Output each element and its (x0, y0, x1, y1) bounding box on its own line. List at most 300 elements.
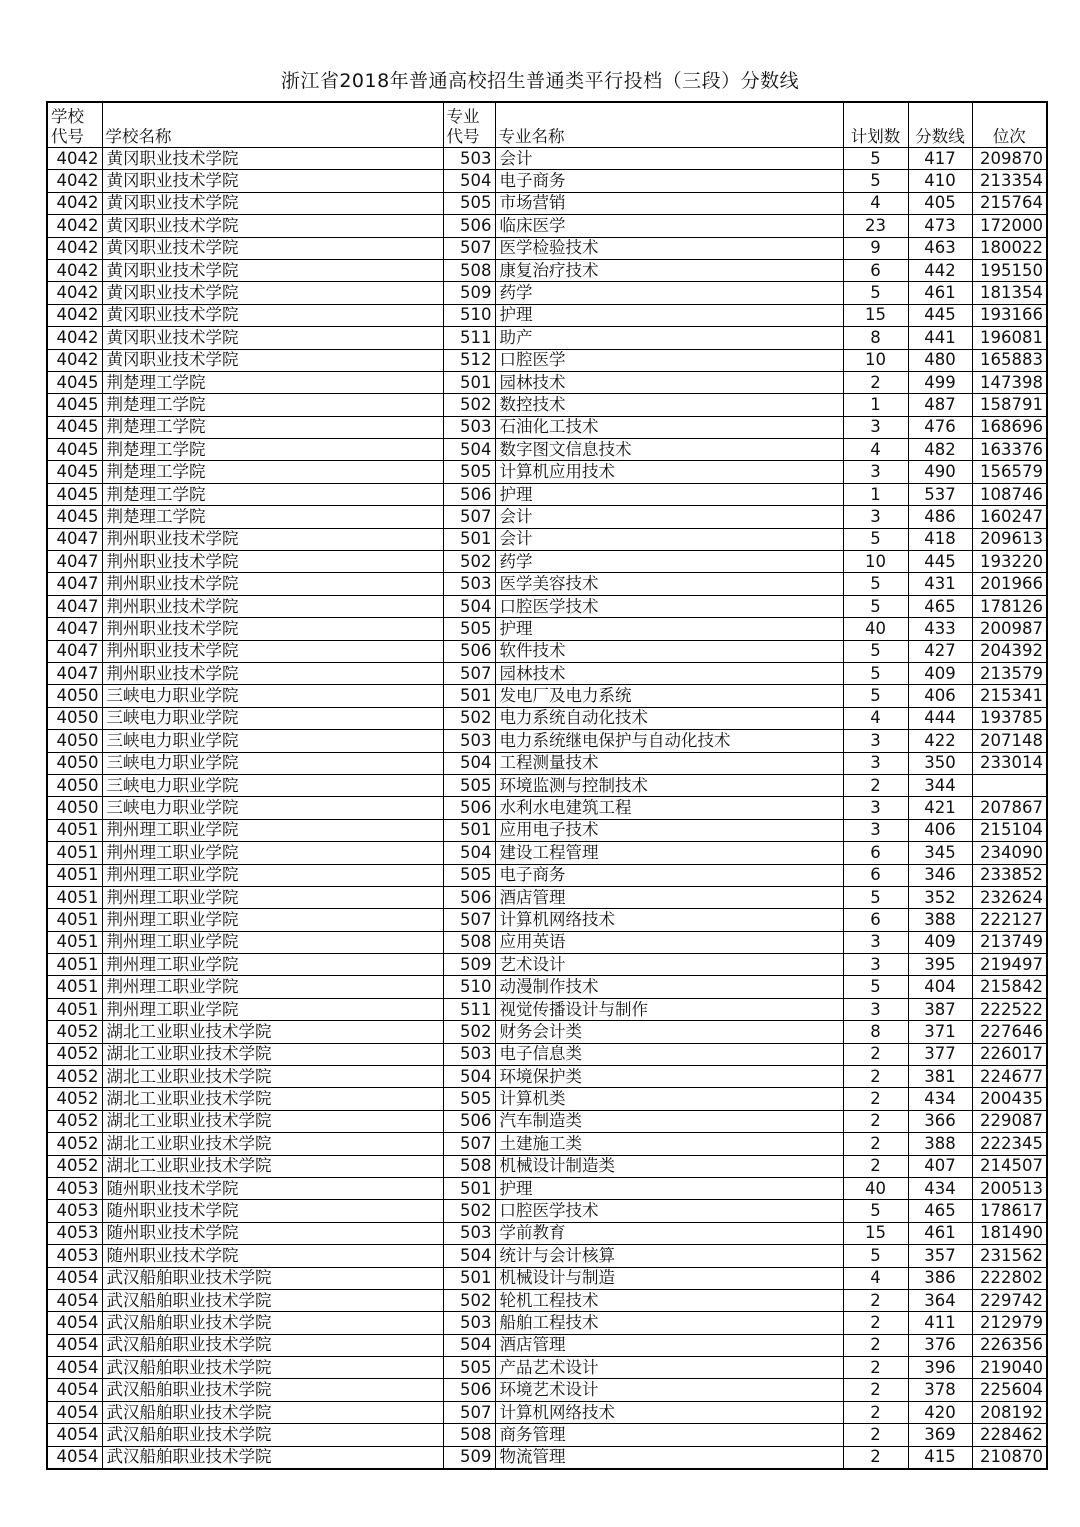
cell-school-name: 三峡电力职业学院 (102, 797, 443, 819)
cell-score: 434 (908, 1088, 972, 1110)
cell-school-code: 4042 (47, 327, 102, 349)
cell-school-name: 荆州职业技术学院 (102, 662, 443, 684)
table-row (47, 282, 1047, 304)
table-row (47, 237, 1047, 259)
cell-major-name: 财务会计类 (495, 1021, 843, 1043)
cell-major-code: 501 (443, 1177, 495, 1199)
cell-school-name: 荆州理工职业学院 (102, 886, 443, 908)
cell-major-name: 酒店管理 (495, 886, 843, 908)
cell-school-name: 黄冈职业技术学院 (102, 215, 443, 237)
cell-plan: 5 (843, 662, 908, 684)
cell-score: 487 (908, 394, 972, 416)
cell-rank: 208192 (972, 1401, 1047, 1423)
header-plan: 计划数 (843, 102, 908, 148)
cell-school-code: 4051 (47, 842, 102, 864)
cell-rank: 181354 (972, 282, 1047, 304)
cell-school-code: 4051 (47, 819, 102, 841)
cell-major-name: 动漫制作技术 (495, 976, 843, 998)
cell-school-code: 4052 (47, 1043, 102, 1065)
table-body (47, 148, 1047, 1470)
cell-rank: 163376 (972, 439, 1047, 461)
cell-score: 345 (908, 842, 972, 864)
cell-plan: 5 (843, 595, 908, 617)
cell-school-name: 荆州理工职业学院 (102, 819, 443, 841)
cell-school-code: 4053 (47, 1222, 102, 1244)
cell-score: 421 (908, 797, 972, 819)
cell-school-code: 4050 (47, 730, 102, 752)
cell-plan: 2 (843, 1424, 908, 1446)
cell-plan: 2 (843, 1155, 908, 1177)
cell-rank: 213354 (972, 170, 1047, 192)
table-row (47, 215, 1047, 237)
cell-school-code: 4042 (47, 259, 102, 281)
cell-school-code: 4052 (47, 1110, 102, 1132)
table-row (47, 148, 1047, 170)
cell-major-code: 503 (443, 1312, 495, 1334)
cell-major-code: 509 (443, 954, 495, 976)
cell-rank (972, 774, 1047, 796)
cell-school-name: 湖北工业职业技术学院 (102, 1021, 443, 1043)
cell-major-name: 机械设计制造类 (495, 1155, 843, 1177)
cell-school-code: 4053 (47, 1245, 102, 1267)
cell-score: 461 (908, 1222, 972, 1244)
cell-score: 461 (908, 282, 972, 304)
cell-school-code: 4054 (47, 1312, 102, 1334)
cell-plan: 10 (843, 551, 908, 573)
cell-score: 378 (908, 1379, 972, 1401)
table-row (47, 371, 1047, 393)
cell-major-code: 506 (443, 886, 495, 908)
cell-school-code: 4042 (47, 148, 102, 170)
cell-major-code: 502 (443, 1200, 495, 1222)
cell-major-name: 园林技术 (495, 662, 843, 684)
cell-school-code: 4051 (47, 931, 102, 953)
cell-rank: 168696 (972, 416, 1047, 438)
cell-major-name: 会计 (495, 528, 843, 550)
cell-rank: 181490 (972, 1222, 1047, 1244)
cell-school-code: 4045 (47, 483, 102, 505)
cell-score: 473 (908, 215, 972, 237)
table-row (47, 192, 1047, 214)
cell-plan: 5 (843, 282, 908, 304)
cell-major-code: 504 (443, 1066, 495, 1088)
cell-rank: 232624 (972, 886, 1047, 908)
cell-major-name: 计算机网络技术 (495, 1401, 843, 1423)
cell-school-code: 4047 (47, 595, 102, 617)
cell-major-code: 505 (443, 864, 495, 886)
cell-major-code: 503 (443, 148, 495, 170)
cell-school-name: 武汉船舶职业技术学院 (102, 1357, 443, 1379)
cell-school-name: 荆州理工职业学院 (102, 842, 443, 864)
cell-plan: 3 (843, 819, 908, 841)
cell-score: 366 (908, 1110, 972, 1132)
cell-score: 415 (908, 1446, 972, 1469)
table-row (47, 1110, 1047, 1132)
cell-rank: 229087 (972, 1110, 1047, 1132)
cell-plan: 40 (843, 1177, 908, 1199)
cell-plan: 9 (843, 237, 908, 259)
cell-major-name: 计算机类 (495, 1088, 843, 1110)
cell-school-code: 4054 (47, 1289, 102, 1311)
cell-major-name: 数字图文信息技术 (495, 439, 843, 461)
cell-major-code: 511 (443, 998, 495, 1020)
cell-plan: 2 (843, 1088, 908, 1110)
cell-rank: 227646 (972, 1021, 1047, 1043)
cell-major-code: 503 (443, 730, 495, 752)
cell-major-code: 504 (443, 595, 495, 617)
cell-rank: 222127 (972, 909, 1047, 931)
header-major-name: 专业名称 (495, 102, 843, 148)
cell-major-name: 护理 (495, 1177, 843, 1199)
cell-plan: 23 (843, 215, 908, 237)
cell-major-code: 506 (443, 483, 495, 505)
cell-score: 405 (908, 192, 972, 214)
cell-rank: 160247 (972, 506, 1047, 528)
cell-school-code: 4047 (47, 528, 102, 550)
cell-major-code: 506 (443, 640, 495, 662)
cell-plan: 3 (843, 506, 908, 528)
cell-school-name: 湖北工业职业技术学院 (102, 1155, 443, 1177)
table-row (47, 1267, 1047, 1289)
cell-major-name: 工程测量技术 (495, 752, 843, 774)
cell-major-name: 电力系统继电保护与自动化技术 (495, 730, 843, 752)
table-row (47, 506, 1047, 528)
cell-major-code: 502 (443, 1021, 495, 1043)
cell-plan: 4 (843, 1267, 908, 1289)
cell-school-code: 4042 (47, 192, 102, 214)
cell-school-code: 4045 (47, 394, 102, 416)
cell-school-name: 荆州理工职业学院 (102, 909, 443, 931)
cell-rank: 178126 (972, 595, 1047, 617)
cell-score: 404 (908, 976, 972, 998)
cell-plan: 5 (843, 976, 908, 998)
cell-school-name: 武汉船舶职业技术学院 (102, 1267, 443, 1289)
cell-score: 444 (908, 707, 972, 729)
cell-major-name: 计算机网络技术 (495, 909, 843, 931)
table-row (47, 1222, 1047, 1244)
cell-school-code: 4047 (47, 662, 102, 684)
cell-plan: 1 (843, 394, 908, 416)
cell-rank: 214507 (972, 1155, 1047, 1177)
cell-score: 427 (908, 640, 972, 662)
cell-rank: 222345 (972, 1133, 1047, 1155)
cell-school-name: 三峡电力职业学院 (102, 685, 443, 707)
cell-school-code: 4042 (47, 215, 102, 237)
cell-score: 465 (908, 1200, 972, 1222)
cell-school-name: 荆州理工职业学院 (102, 998, 443, 1020)
cell-school-name: 三峡电力职业学院 (102, 730, 443, 752)
table-row (47, 662, 1047, 684)
cell-rank: 207148 (972, 730, 1047, 752)
cell-school-code: 4051 (47, 909, 102, 931)
cell-school-code: 4042 (47, 237, 102, 259)
cell-rank: 165883 (972, 349, 1047, 371)
cell-rank: 233852 (972, 864, 1047, 886)
cell-rank: 195150 (972, 259, 1047, 281)
cell-major-name: 视觉传播设计与制作 (495, 998, 843, 1020)
cell-major-code: 501 (443, 685, 495, 707)
cell-major-name: 物流管理 (495, 1446, 843, 1469)
score-table (46, 101, 1048, 1470)
cell-school-code: 4053 (47, 1177, 102, 1199)
cell-school-code: 4050 (47, 774, 102, 796)
cell-score: 396 (908, 1357, 972, 1379)
cell-score: 434 (908, 1177, 972, 1199)
cell-major-name: 酒店管理 (495, 1334, 843, 1356)
table-row (47, 416, 1047, 438)
cell-plan: 6 (843, 864, 908, 886)
cell-major-name: 护理 (495, 618, 843, 640)
cell-school-name: 湖北工业职业技术学院 (102, 1110, 443, 1132)
cell-school-code: 4047 (47, 618, 102, 640)
cell-score: 422 (908, 730, 972, 752)
cell-score: 420 (908, 1401, 972, 1423)
cell-plan: 2 (843, 1110, 908, 1132)
cell-score: 364 (908, 1289, 972, 1311)
cell-major-code: 507 (443, 1401, 495, 1423)
cell-school-name: 武汉船舶职业技术学院 (102, 1446, 443, 1469)
cell-score: 369 (908, 1424, 972, 1446)
cell-school-name: 荆楚理工学院 (102, 371, 443, 393)
cell-school-code: 4042 (47, 304, 102, 326)
cell-school-code: 4042 (47, 349, 102, 371)
table-row (47, 640, 1047, 662)
table-row (47, 864, 1047, 886)
cell-school-name: 黄冈职业技术学院 (102, 304, 443, 326)
cell-school-name: 荆楚理工学院 (102, 506, 443, 528)
cell-major-code: 507 (443, 909, 495, 931)
cell-rank: 224677 (972, 1066, 1047, 1088)
cell-rank: 209613 (972, 528, 1047, 550)
table-row (47, 976, 1047, 998)
cell-school-code: 4052 (47, 1066, 102, 1088)
cell-rank: 226017 (972, 1043, 1047, 1065)
table-header (47, 102, 1047, 148)
cell-score: 417 (908, 148, 972, 170)
cell-score: 377 (908, 1043, 972, 1065)
cell-score: 352 (908, 886, 972, 908)
cell-plan: 2 (843, 1357, 908, 1379)
cell-school-name: 荆楚理工学院 (102, 483, 443, 505)
cell-score: 346 (908, 864, 972, 886)
cell-plan: 3 (843, 461, 908, 483)
cell-score: 411 (908, 1312, 972, 1334)
cell-score: 441 (908, 327, 972, 349)
cell-major-code: 505 (443, 1088, 495, 1110)
cell-rank: 233014 (972, 752, 1047, 774)
cell-major-code: 504 (443, 842, 495, 864)
cell-score: 388 (908, 1133, 972, 1155)
table-row (47, 439, 1047, 461)
table-row (47, 1088, 1047, 1110)
cell-plan: 2 (843, 774, 908, 796)
cell-score: 499 (908, 371, 972, 393)
cell-plan: 15 (843, 304, 908, 326)
cell-major-code: 510 (443, 304, 495, 326)
cell-school-name: 荆州理工职业学院 (102, 864, 443, 886)
cell-school-code: 4050 (47, 707, 102, 729)
cell-score: 395 (908, 954, 972, 976)
cell-school-name: 荆州职业技术学院 (102, 618, 443, 640)
cell-rank: 229742 (972, 1289, 1047, 1311)
cell-school-name: 荆州职业技术学院 (102, 595, 443, 617)
cell-rank: 219040 (972, 1357, 1047, 1379)
cell-school-name: 黄冈职业技术学院 (102, 259, 443, 281)
cell-score: 388 (908, 909, 972, 931)
cell-rank: 215104 (972, 819, 1047, 841)
cell-rank: 204392 (972, 640, 1047, 662)
cell-school-code: 4047 (47, 640, 102, 662)
cell-score: 431 (908, 573, 972, 595)
cell-school-code: 4045 (47, 439, 102, 461)
cell-score: 433 (908, 618, 972, 640)
cell-major-code: 509 (443, 282, 495, 304)
cell-major-name: 电子商务 (495, 864, 843, 886)
cell-plan: 4 (843, 192, 908, 214)
cell-plan: 3 (843, 954, 908, 976)
cell-score: 445 (908, 304, 972, 326)
cell-major-code: 506 (443, 1110, 495, 1132)
cell-major-code: 504 (443, 1245, 495, 1267)
cell-major-code: 508 (443, 1155, 495, 1177)
cell-major-name: 船舶工程技术 (495, 1312, 843, 1334)
table-row (47, 954, 1047, 976)
cell-school-code: 4050 (47, 752, 102, 774)
cell-score: 409 (908, 662, 972, 684)
table-row (47, 1177, 1047, 1199)
table-row (47, 797, 1047, 819)
cell-school-name: 三峡电力职业学院 (102, 752, 443, 774)
cell-school-code: 4052 (47, 1088, 102, 1110)
cell-major-name: 汽车制造类 (495, 1110, 843, 1132)
cell-rank: 225604 (972, 1379, 1047, 1401)
cell-school-code: 4054 (47, 1334, 102, 1356)
cell-score: 350 (908, 752, 972, 774)
cell-school-name: 随州职业技术学院 (102, 1200, 443, 1222)
cell-major-name: 统计与会计核算 (495, 1245, 843, 1267)
cell-school-name: 黄冈职业技术学院 (102, 237, 443, 259)
cell-major-name: 会计 (495, 506, 843, 528)
cell-plan: 5 (843, 1245, 908, 1267)
cell-plan: 2 (843, 1133, 908, 1155)
cell-score: 381 (908, 1066, 972, 1088)
cell-major-name: 市场营销 (495, 192, 843, 214)
cell-major-name: 学前教育 (495, 1222, 843, 1244)
table-row (47, 551, 1047, 573)
cell-rank: 178617 (972, 1200, 1047, 1222)
header-score: 分数线 (908, 102, 972, 148)
table-row (47, 573, 1047, 595)
cell-school-code: 4052 (47, 1133, 102, 1155)
table-row (47, 707, 1047, 729)
cell-rank: 147398 (972, 371, 1047, 393)
cell-major-code: 504 (443, 170, 495, 192)
cell-school-name: 荆楚理工学院 (102, 461, 443, 483)
cell-school-name: 黄冈职业技术学院 (102, 192, 443, 214)
table-row (47, 170, 1047, 192)
cell-school-code: 4045 (47, 506, 102, 528)
cell-plan: 2 (843, 1312, 908, 1334)
cell-plan: 8 (843, 1021, 908, 1043)
cell-major-code: 502 (443, 1289, 495, 1311)
cell-rank: 219497 (972, 954, 1047, 976)
table-row (47, 618, 1047, 640)
cell-major-name: 临床医学 (495, 215, 843, 237)
table-row (47, 1133, 1047, 1155)
header-rank: 位次 (972, 102, 1047, 148)
cell-school-name: 湖北工业职业技术学院 (102, 1066, 443, 1088)
table-row (47, 774, 1047, 796)
cell-rank: 212979 (972, 1312, 1047, 1334)
cell-major-name: 商务管理 (495, 1424, 843, 1446)
cell-school-code: 4054 (47, 1424, 102, 1446)
cell-school-name: 荆州理工职业学院 (102, 954, 443, 976)
cell-major-name: 口腔医学 (495, 349, 843, 371)
cell-rank: 201966 (972, 573, 1047, 595)
table-row (47, 1043, 1047, 1065)
cell-school-name: 湖北工业职业技术学院 (102, 1043, 443, 1065)
table-row (47, 1066, 1047, 1088)
cell-major-code: 509 (443, 1446, 495, 1469)
cell-school-code: 4051 (47, 864, 102, 886)
table-row (47, 1357, 1047, 1379)
cell-major-name: 医学检验技术 (495, 237, 843, 259)
cell-score: 406 (908, 819, 972, 841)
table-row (47, 730, 1047, 752)
cell-score: 537 (908, 483, 972, 505)
cell-major-name: 环境艺术设计 (495, 1379, 843, 1401)
cell-major-code: 506 (443, 215, 495, 237)
cell-rank: 213749 (972, 931, 1047, 953)
cell-plan: 6 (843, 909, 908, 931)
cell-major-name: 口腔医学技术 (495, 595, 843, 617)
table-row (47, 1424, 1047, 1446)
cell-major-name: 护理 (495, 304, 843, 326)
cell-major-name: 电力系统自动化技术 (495, 707, 843, 729)
cell-school-name: 黄冈职业技术学院 (102, 170, 443, 192)
cell-major-name: 环境保护类 (495, 1066, 843, 1088)
cell-major-name: 土建施工类 (495, 1133, 843, 1155)
cell-rank: 226356 (972, 1334, 1047, 1356)
header-school-name: 学校名称 (102, 102, 443, 148)
cell-school-name: 黄冈职业技术学院 (102, 349, 443, 371)
cell-major-name: 医学美容技术 (495, 573, 843, 595)
cell-plan: 3 (843, 998, 908, 1020)
cell-major-code: 503 (443, 1222, 495, 1244)
cell-rank: 210870 (972, 1446, 1047, 1469)
cell-school-code: 4052 (47, 1021, 102, 1043)
page-title: 浙江省2018年普通高校招生普通类平行投档（三段）分数线 (280, 70, 800, 92)
cell-plan: 3 (843, 797, 908, 819)
cell-school-code: 4050 (47, 685, 102, 707)
cell-plan: 4 (843, 439, 908, 461)
cell-school-name: 黄冈职业技术学院 (102, 148, 443, 170)
table-row (47, 483, 1047, 505)
cell-plan: 40 (843, 618, 908, 640)
cell-plan: 5 (843, 685, 908, 707)
cell-school-name: 武汉船舶职业技术学院 (102, 1312, 443, 1334)
cell-plan: 3 (843, 730, 908, 752)
cell-major-code: 507 (443, 662, 495, 684)
cell-major-name: 轮机工程技术 (495, 1289, 843, 1311)
cell-score: 480 (908, 349, 972, 371)
cell-major-code: 501 (443, 1267, 495, 1289)
cell-major-name: 软件技术 (495, 640, 843, 662)
table-row (47, 909, 1047, 931)
table-row (47, 931, 1047, 953)
cell-school-code: 4052 (47, 1155, 102, 1177)
table-row (47, 998, 1047, 1020)
